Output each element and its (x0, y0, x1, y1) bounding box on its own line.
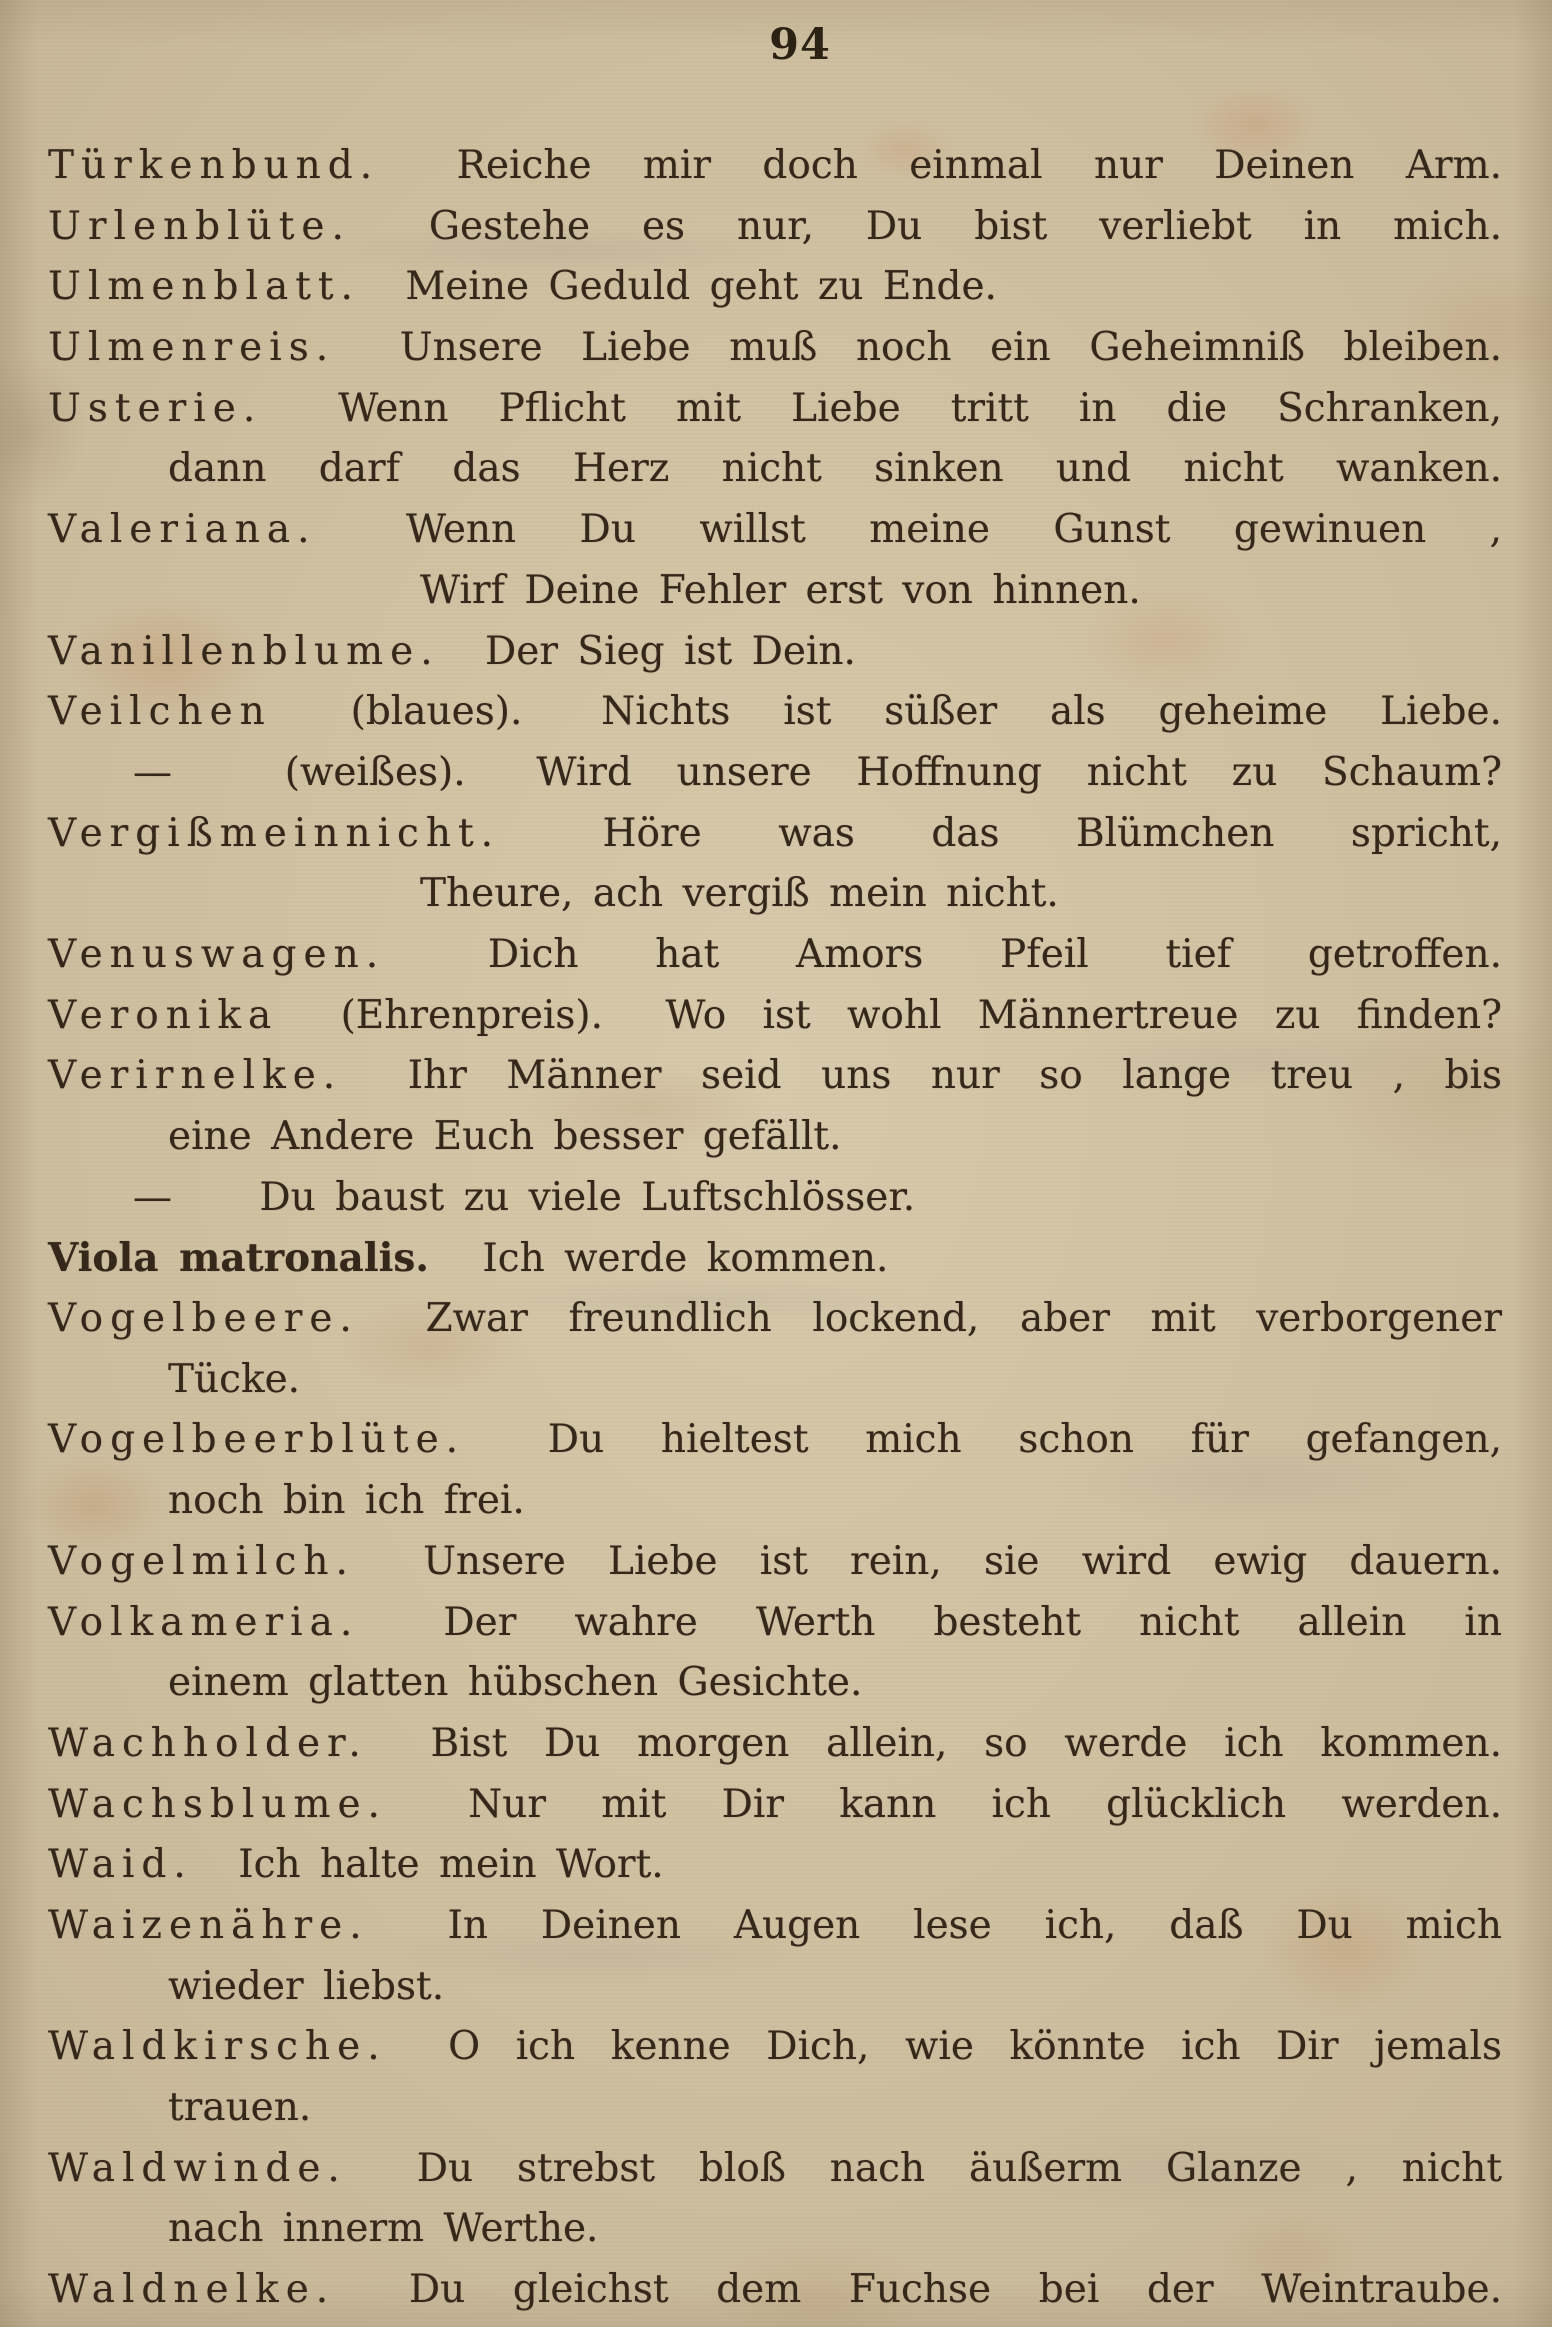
continuation-line (48, 1471, 1502, 1532)
entry-line (48, 318, 1502, 379)
entry-line (48, 1168, 1502, 1229)
entry-line (48, 1593, 1502, 1654)
entry-line (48, 1532, 1502, 1593)
flower-term: Waid. (48, 1842, 193, 1888)
continuation-line (48, 561, 1502, 622)
flower-term: Vogelbeere. (48, 1296, 359, 1342)
repeat-dash: — (133, 1174, 172, 1220)
entry-text: Du baust zu viele Luftschlösser. (259, 1174, 916, 1220)
entry-text: nach innerm Werthe. (168, 2206, 599, 2252)
entry-line (48, 257, 1502, 318)
entry-text: Nur mit Dir kann ich glücklich werden. (468, 1781, 1502, 1827)
entry-line (48, 925, 1502, 986)
entry-text: Wo ist wohl Männertreue zu finden? (665, 992, 1502, 1038)
flower-term: Waizenähre. (48, 1902, 369, 1948)
flower-term-qualifier: (blaues). (350, 689, 523, 735)
entry-text: Wirf Deine Fehler erst von hinnen. (420, 567, 1141, 613)
continuation-line (48, 1653, 1502, 1714)
flower-term: Usterie. (48, 385, 263, 431)
entry-text: Unsere Liebe muß noch ein Geheimniß bleiben. (399, 325, 1502, 371)
continuation-line (48, 439, 1502, 500)
flower-term: Wachholder. (48, 1720, 368, 1766)
text-block (48, 136, 1502, 2321)
entry-line (48, 379, 1502, 440)
entry-line (48, 1046, 1502, 1107)
entry-text: eine Andere Euch besser gefällt. (168, 1114, 842, 1159)
entry-line (48, 743, 1502, 804)
continuation-line (48, 2078, 1502, 2139)
entry-text: Du hieltest mich schon für gefangen, (547, 1417, 1502, 1463)
flower-term: Urlenblüte. (48, 203, 351, 249)
entry-text: Höre was das Blümchen spricht, (602, 810, 1502, 856)
continuation-line (48, 864, 1502, 925)
entry-text: Ich werde kommen. (482, 1236, 889, 1282)
continuation-line (48, 1350, 1502, 1411)
flower-term: Waldnelke. (48, 2267, 336, 2313)
flower-term: Waldkirsche. (48, 2024, 387, 2070)
flower-term: Viola matronalis. (48, 1235, 429, 1282)
entry-text: Meine Geduld geht zu Ende. (405, 264, 997, 310)
flower-term: Veilchen (48, 689, 272, 735)
entry-line (48, 2017, 1502, 2078)
entry-text: O ich kenne Dich, wie könnte ich Dir jemals (448, 2024, 1502, 2070)
entry-line (48, 1896, 1502, 1957)
entry-line (48, 136, 1502, 197)
entry-text: In Deinen Augen lese ich, daß Du mich (447, 1902, 1502, 1948)
entry-text: trauen. (168, 2085, 312, 2130)
flower-term: Vogelbeerblüte. (48, 1417, 466, 1463)
entry-text: Ihr Männer seid uns nur so lange treu , bis (407, 1053, 1502, 1099)
flower-term: Valeriana. (48, 507, 317, 553)
entry-text: Nichts ist süßer als geheime Liebe. (601, 689, 1502, 735)
entry-line (48, 1775, 1502, 1836)
entry-line (48, 2139, 1502, 2200)
entry-text: Ich halte mein Wort. (238, 1842, 664, 1888)
entry-text: Zwar freundlich lockend, aber mit verborgener (425, 1296, 1502, 1342)
flower-term: Waldwinde. (48, 2145, 347, 2191)
flower-term: Vogelmilch. (48, 1538, 355, 1584)
flower-term: Vanillenblume. (48, 628, 440, 674)
page-number: 94 (769, 20, 831, 70)
flower-term: Türkenbund. (48, 143, 380, 188)
repeat-dash: — (133, 749, 172, 795)
entry-text: Dich hat Amors Pfeil tief getroffen. (487, 931, 1502, 977)
entry-text: Theure, ach vergiß mein nicht. (420, 871, 1059, 917)
entry-line (48, 804, 1502, 865)
entry-text: Reiche mir doch einmal nur Deinen Arm. (456, 143, 1502, 188)
flower-term: Volkameria. (48, 1599, 360, 1645)
continuation-line (48, 2199, 1502, 2260)
entry-text: einem glatten hübschen Gesichte. (168, 1660, 863, 1706)
entry-text: noch bin ich frei. (168, 1478, 525, 1524)
entry-text: wieder liebst. (168, 1963, 445, 2009)
entry-text: Der wahre Werth besteht nicht allein in (443, 1599, 1502, 1645)
flower-term: Ulmenblatt. (48, 264, 360, 310)
entry-line (48, 682, 1502, 743)
entry-line (48, 622, 1502, 683)
flower-term: Venuswagen. (48, 931, 386, 977)
flower-term-qualifier: (Ehrenpreis). (340, 992, 604, 1038)
entry-line (48, 2260, 1502, 2321)
entry-text: Der Sieg ist Dein. (485, 628, 856, 674)
entry-line (48, 986, 1502, 1047)
entry-text: Tücke. (168, 1356, 301, 1402)
flower-term: Verirnelke. (48, 1053, 343, 1099)
entry-text: Wenn Du willst meine Gunst gewinuen , (405, 507, 1502, 553)
entry-line (48, 1228, 1502, 1289)
entry-line (48, 197, 1502, 258)
entry-line (48, 500, 1502, 561)
entry-line (48, 1410, 1502, 1471)
entry-text: Du gleichst dem Fuchse bei der Weintraube. (408, 2267, 1502, 2313)
entry-text: dann darf das Herz nicht sinken und nicht wanken. (168, 446, 1502, 492)
flower-term: Vergißmeinnicht. (48, 810, 501, 856)
entry-text: Gestehe es nur, Du bist verliebt in mich. (428, 203, 1502, 249)
entry-line (48, 1835, 1502, 1896)
continuation-line (48, 1957, 1502, 2018)
entry-text: Wenn Pflicht mit Liebe tritt in die Schranken, (338, 385, 1502, 431)
entry-line (48, 1714, 1502, 1775)
flower-term: Wachsblume. (48, 1781, 387, 1827)
entry-text: Du strebst bloß nach äußerm Glanze , nicht (416, 2145, 1502, 2191)
continuation-line (48, 1107, 1502, 1168)
entry-line (48, 1289, 1502, 1350)
flower-term: Ulmenreis. (48, 325, 336, 371)
entry-text: Wird unsere Hoffnung nicht zu Schaum? (536, 749, 1502, 795)
entry-text: Bist Du morgen allein, so werde ich kommen. (430, 1720, 1502, 1766)
flower-term-qualifier: (weißes). (284, 749, 466, 795)
entry-text: Unsere Liebe ist rein, sie wird ewig dauern. (423, 1538, 1502, 1584)
flower-term: Veronika (48, 992, 279, 1038)
